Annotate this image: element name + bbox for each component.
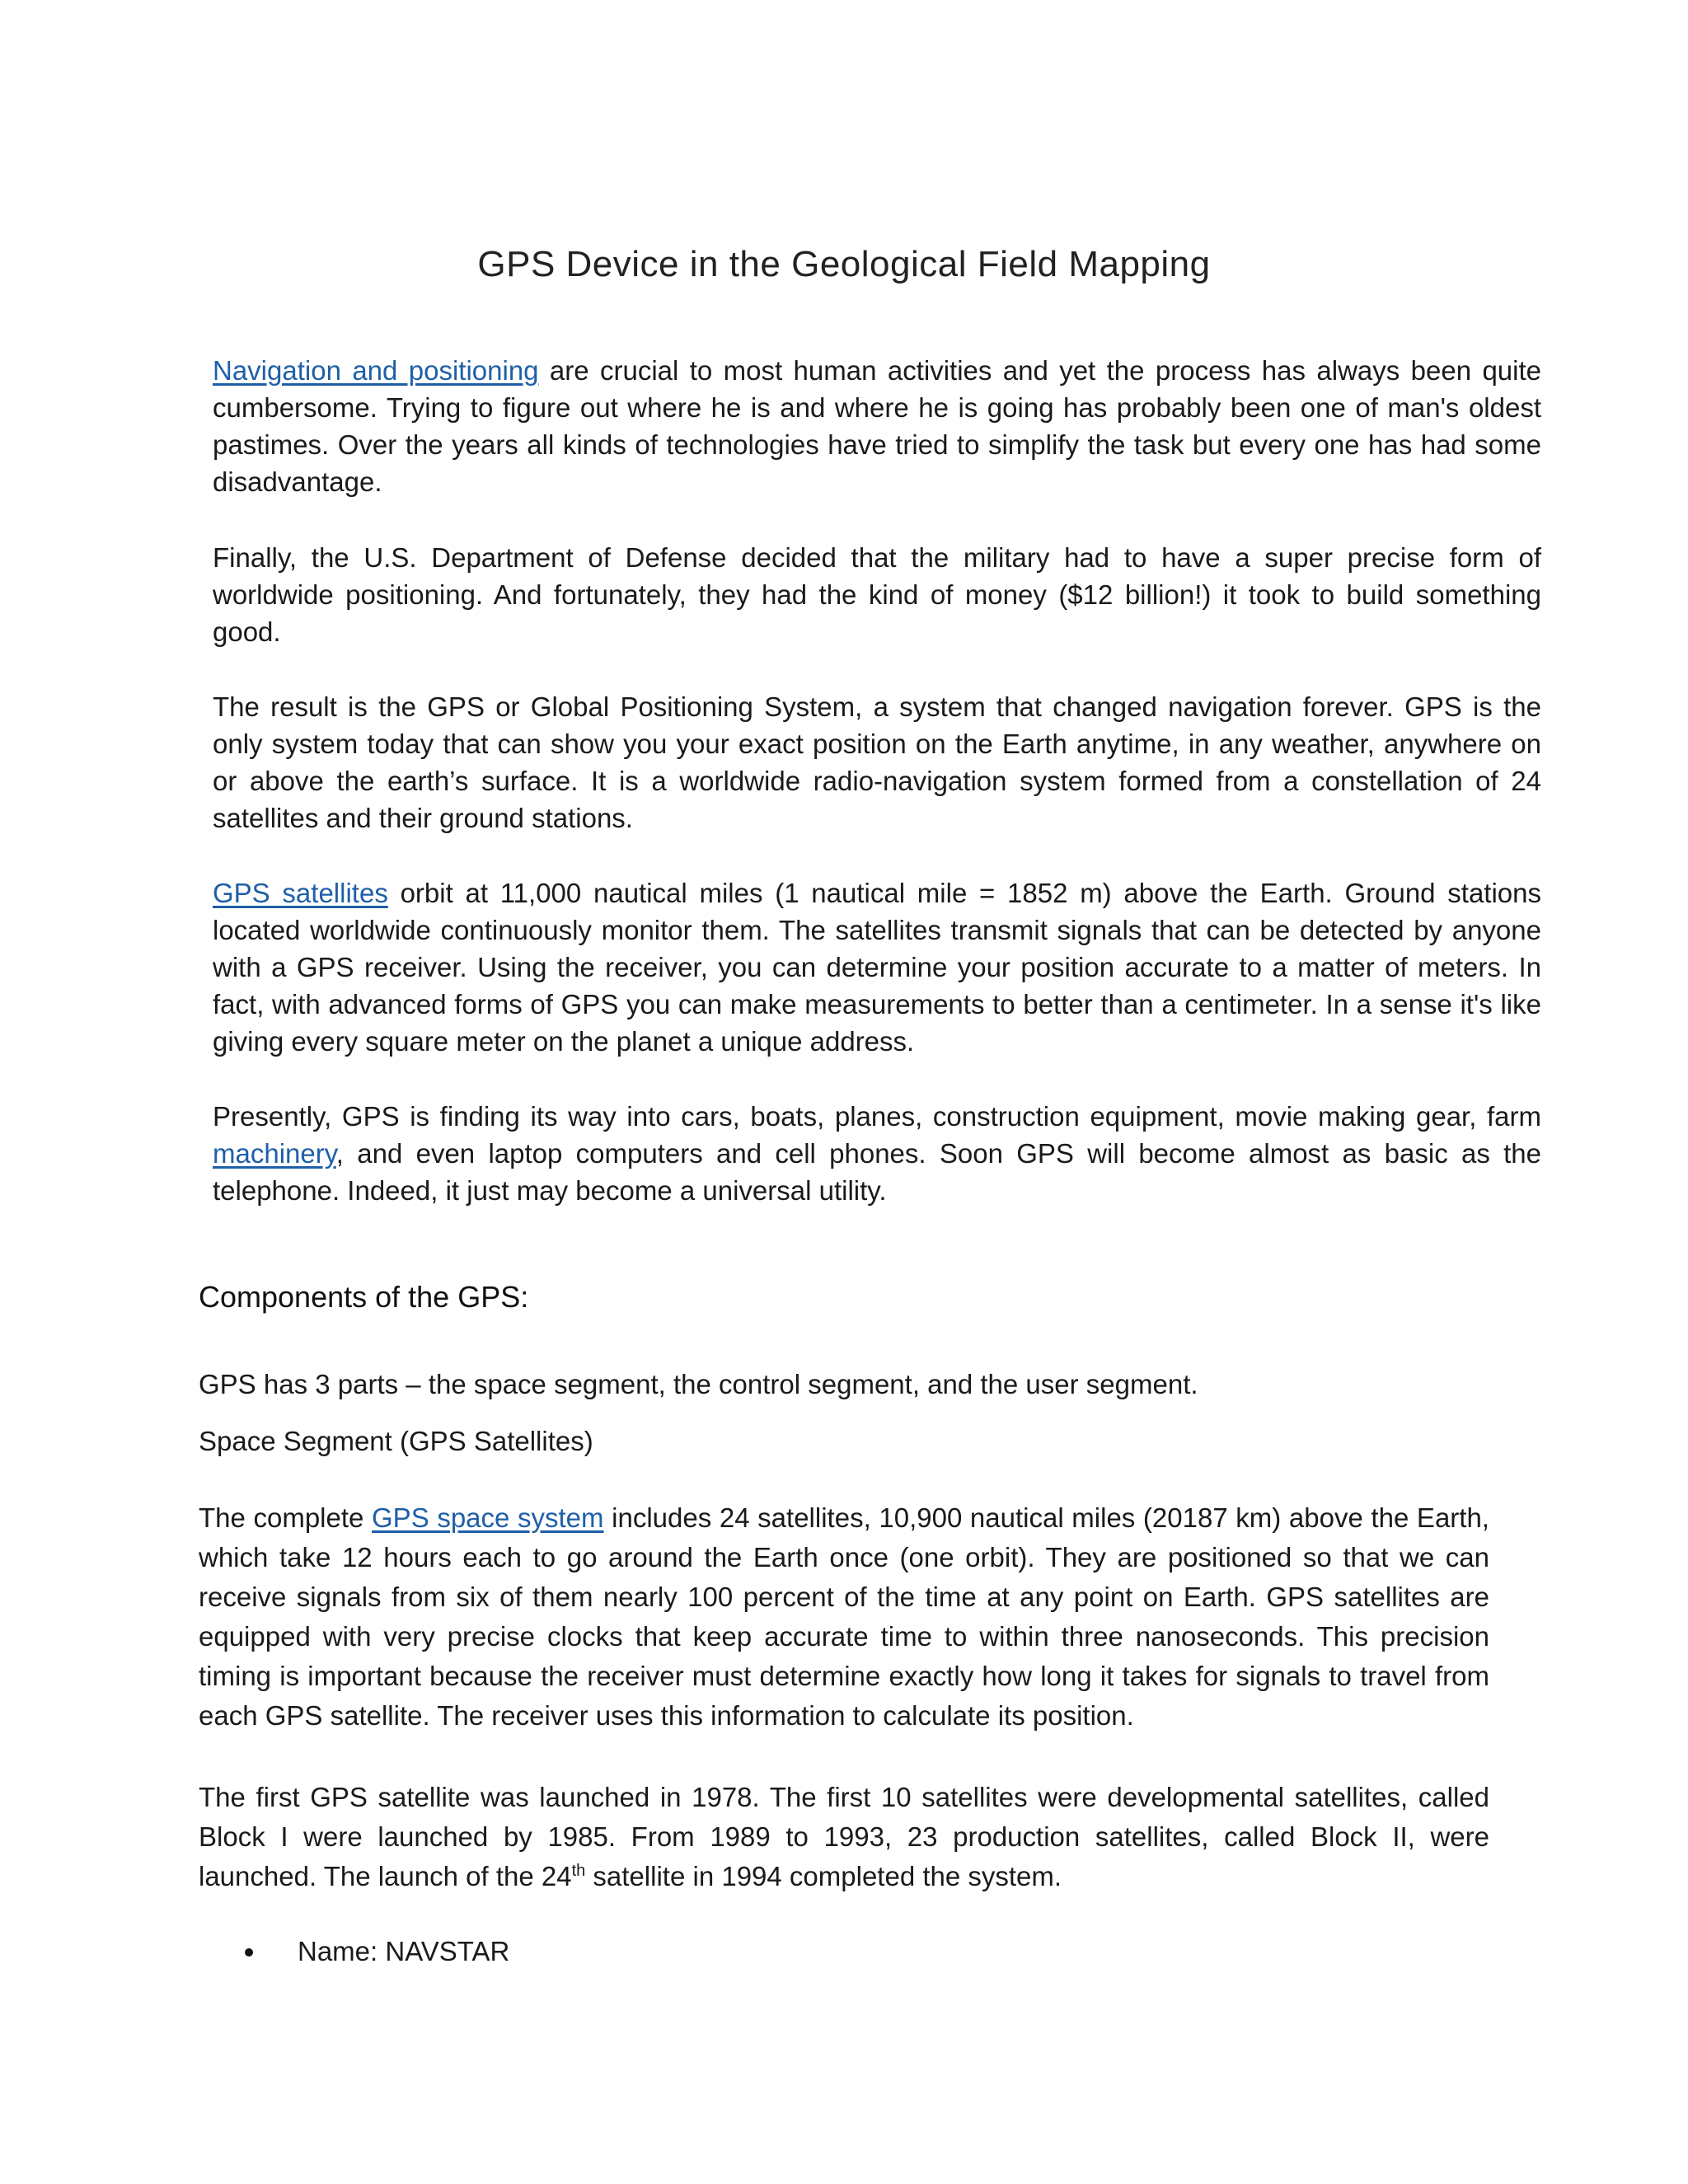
paragraph-text: are crucial to most human activities and yet the process has always been quite cumbersome. Trying to figure out where he is and where he is going has probably been one of man's oldest pastimes. Over the years all kinds of technologies have tried to simplify the task but every one has had some disadvantage. xyxy=(213,355,1542,497)
paragraph-space-system xyxy=(199,1498,1489,1736)
navigation-positioning-link[interactable]: Navigation and positioning xyxy=(213,355,539,386)
paragraph-text: The complete xyxy=(199,1502,373,1533)
gps-space-system-link[interactable]: GPS space system xyxy=(372,1502,604,1533)
paragraph-presently xyxy=(213,1098,1541,1209)
paragraph-text: includes 24 satellites, 10,900 nautical miles (20187 km) above the Earth, which take 12 hours each to go around the Earth once (one orbit). They are positioned so that we can receive signals from six of them nearly 100 percent of the time at any point on Earth. GPS satellites are equipped with very precise clocks that keep accurate time to within three nanoseconds. This precision timing is important because the receiver must determine exactly how long it takes for signals to travel from each GPS satellite. The receiver uses this information to calculate its position. xyxy=(199,1502,1489,1731)
superscript-th: th xyxy=(571,1862,586,1880)
machinery-link[interactable]: machinery xyxy=(213,1138,336,1169)
paragraph-defense: Finally, the U.S. Department of Defense decided that the military had to have a super precise form of worldwide positioning. And fortunately, they had the kind of money ($12 billion!) it took to build something good. xyxy=(213,542,1541,647)
list-item-text: Name: NAVSTAR xyxy=(298,1936,510,1966)
bullet-list xyxy=(199,1933,509,1970)
page-title: GPS Device in the Geological Field Mapping xyxy=(477,244,1211,284)
paragraph-text: The first GPS satellite was launched in 1978. The first 10 satellites were developmental satellites, called Block I were launched by 1985. From 1989 to 1993, 23 production satellites, called Block II, were launched. The launch of the 24 xyxy=(199,1782,1489,1891)
components-heading: Components of the GPS: xyxy=(199,1280,529,1314)
paragraph-text: , and even laptop computers and cell phones. Soon GPS will become almost as basic as the telephone. Indeed, it just may become a universal utility. xyxy=(213,1138,1541,1206)
paragraph-result: The result is the GPS or Global Positioning System, a system that changed navigation forever. GPS is the only system today that can show you your exact position on the Earth anytime, in any weather, anywhere on or above the earth’s surface. It is a worldwide radio-navigation system formed from a constellation of 24 satellites and their ground stations. xyxy=(213,691,1541,833)
paragraph-text: Presently, GPS is finding its way into cars, boats, planes, construction equipment, movie making gear, farm xyxy=(213,1101,1541,1132)
gps-satellites-link[interactable]: GPS satellites xyxy=(213,878,388,908)
list-item xyxy=(199,1933,509,1970)
paragraph-first-satellite xyxy=(199,1778,1489,1896)
parts-line: GPS has 3 parts – the space segment, the control segment, and the user segment. xyxy=(199,1369,1198,1399)
paragraph-text: satellite in 1994 completed the system. xyxy=(585,1861,1062,1891)
bullet-icon xyxy=(245,1948,253,1957)
paragraph-text: orbit at 11,000 nautical miles (1 nautical mile = 1852 m) above the Earth. Ground stations located worldwide continuously monitor them. The satellites transmit signals that can be detected by anyone with a GPS receiver. Using the receiver, you can determine your position accurate to a matter of meters. In fact, with advanced forms of GPS you can make measurements to better than a centimeter. In a sense it's like giving every square meter on the planet a unique address. xyxy=(213,878,1542,1057)
paragraph-satellites xyxy=(213,874,1541,1060)
space-segment-label: Space Segment (GPS Satellites) xyxy=(199,1426,593,1456)
paragraph-navigation xyxy=(213,352,1541,500)
